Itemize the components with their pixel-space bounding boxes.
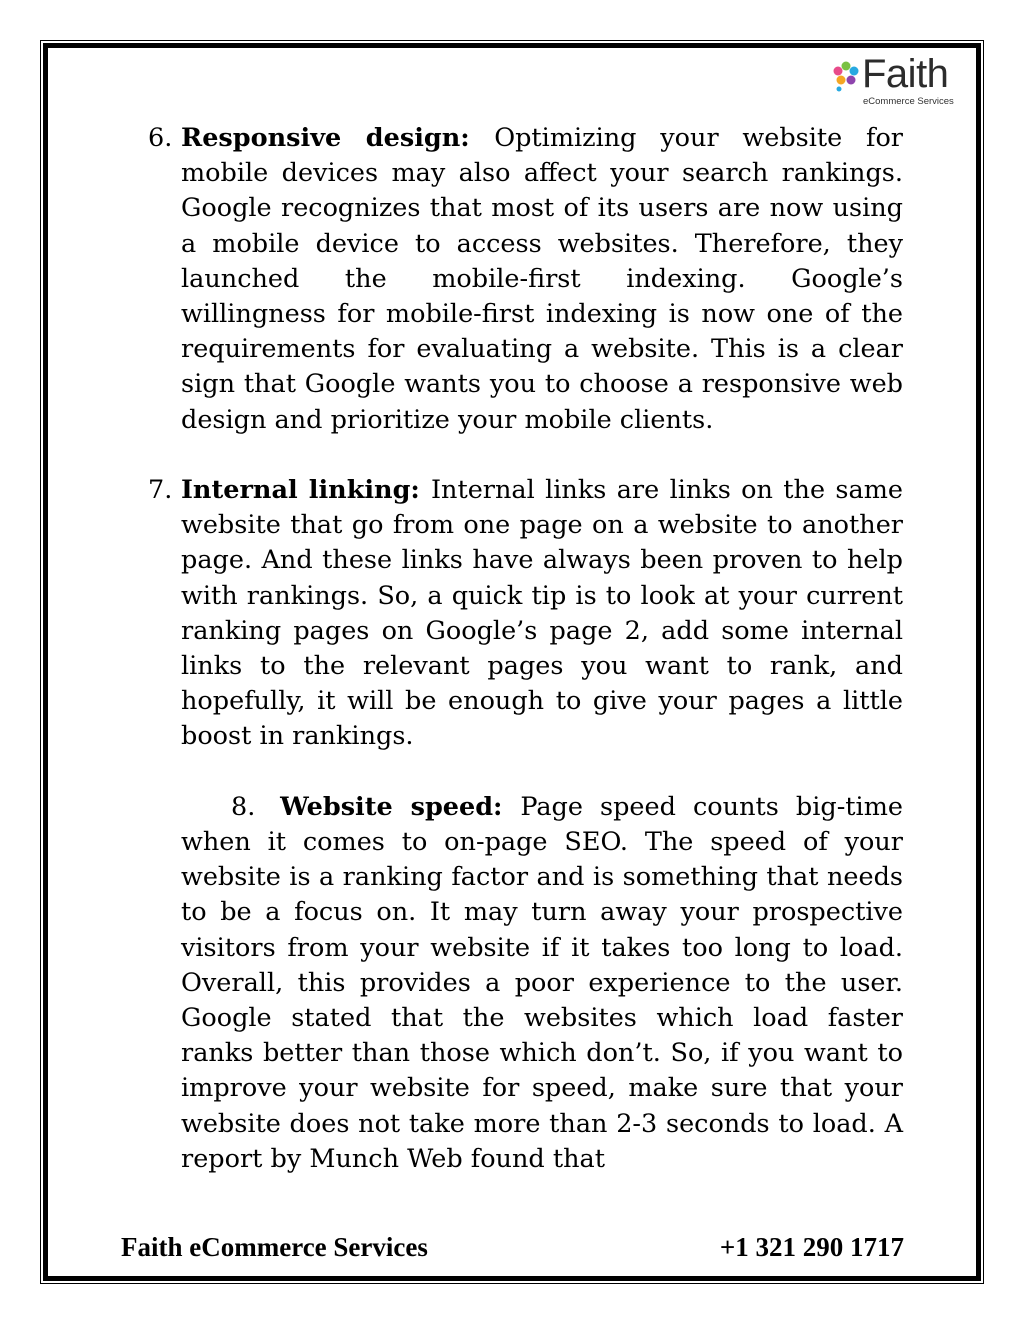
list-item-internal-linking: [148, 473, 903, 755]
item-body: Page speed counts big-time when it comes to on-page SEO. The speed of your website is a ranking factor and is something that needs to be a focus on. It may turn away your prospective visitors from your website if it takes too long to load. Overall, this provides a poor experience to the user. Google stated that the websites which load faster ranks better than those which don’t. So, if you want to improve your website for speed, make sure that your website does not take more than 2-3 seconds to load. A report by Munch Web found that: [181, 791, 903, 1174]
logo-tagline: eCommerce Services: [863, 96, 954, 107]
item-body: Optimizing your website for mobile devices may also affect your search rankings. Google recognizes that most of its users are now using a mobile device to access websites. Therefore, they launched the mobile-first indexing. Google’s willingness for mobile-first indexing is now one of the requirements for evaluating a website. This is a clear sign that Google wants you to choose a responsive web design and prioritize your mobile clients.: [181, 123, 903, 435]
footer-phone: +1 321 290 1717: [719, 1232, 904, 1262]
company-logo: [832, 52, 972, 108]
item-title: Responsive design:: [181, 123, 495, 153]
page-footer: [121, 1232, 904, 1266]
item-body: Internal links are links on the same website that go from one page on a website to another page. And these links have always been proven to help with rankings. So, a quick tip is to look at your current ranking pages on Google’s page 2, add some internal links to the relevant pages you want to rank, and hopefully, it will be enough to give your pages a little boost in rankings.: [181, 475, 903, 752]
flower-logo-icon: [832, 60, 862, 94]
list-number: 8.: [231, 791, 256, 822]
list-item-website-speed: [148, 790, 903, 1177]
list-number: 7.: [148, 475, 173, 506]
item-title: Internal linking:: [181, 475, 431, 506]
list-item-responsive-design: [148, 121, 903, 438]
footer-company-name: Faith eCommerce Services: [121, 1232, 428, 1262]
item-title: Website speed:: [280, 791, 521, 822]
document-body: [148, 121, 903, 1212]
list-number: 6.: [148, 123, 173, 153]
logo-wordmark: Faith: [862, 52, 949, 96]
